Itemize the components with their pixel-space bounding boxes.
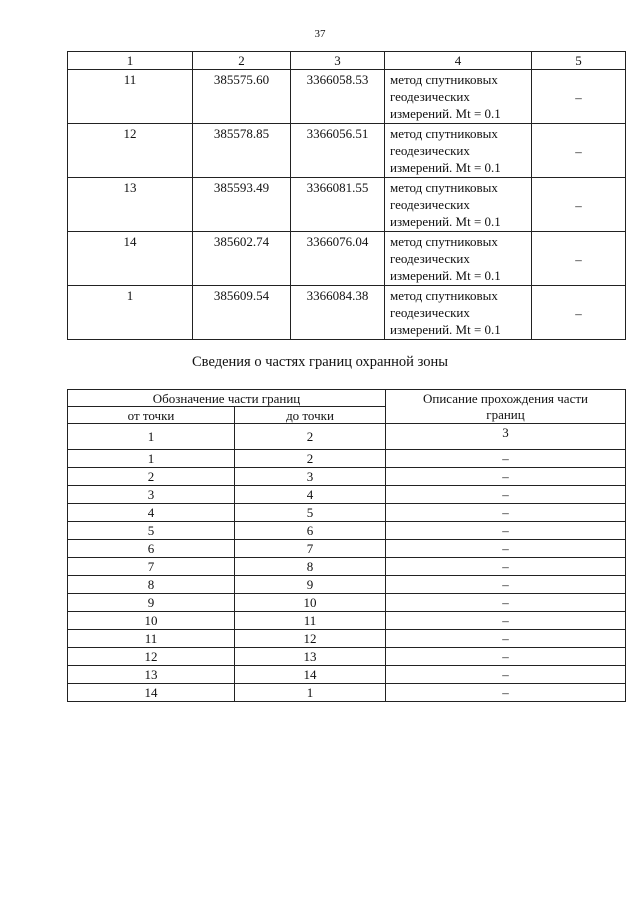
from-point-cell: 8 (68, 576, 235, 594)
from-point-cell: 1 (68, 450, 235, 468)
from-point-cell: 6 (68, 540, 235, 558)
point-number-cell: 13 (68, 178, 193, 232)
from-point-cell: 9 (68, 594, 235, 612)
description-cell: – (386, 504, 626, 522)
method-line: метод спутниковых (390, 180, 498, 195)
table-row (68, 558, 626, 576)
table-row (68, 450, 626, 468)
y-coordinate-cell: 3366056.51 (291, 124, 385, 178)
method-line: измерений. Mt = 0.1 (390, 214, 501, 229)
to-point-cell: 4 (235, 486, 386, 504)
method-line: измерений. Mt = 0.1 (390, 268, 501, 283)
note-cell: – (532, 124, 626, 178)
table-row (68, 124, 626, 178)
from-point-cell: 11 (68, 630, 235, 648)
point-number-cell: 11 (68, 70, 193, 124)
description-cell: – (386, 450, 626, 468)
from-point-cell: 4 (68, 504, 235, 522)
to-point-cell: 10 (235, 594, 386, 612)
method-line: метод спутниковых (390, 234, 498, 249)
table-row (68, 576, 626, 594)
description-cell: – (386, 612, 626, 630)
from-point-cell: 5 (68, 522, 235, 540)
description-cell: – (386, 540, 626, 558)
column-header-5: 5 (532, 52, 626, 70)
method-line: метод спутниковых (390, 288, 498, 303)
point-number-cell: 12 (68, 124, 193, 178)
description-cell: – (386, 648, 626, 666)
x-coordinate-cell: 385609.54 (193, 286, 291, 340)
table-row (68, 178, 626, 232)
to-point-cell: 13 (235, 648, 386, 666)
to-point-cell: 14 (235, 666, 386, 684)
table-row (68, 666, 626, 684)
method-line: метод спутниковых (390, 72, 498, 87)
to-point-cell: 8 (235, 558, 386, 576)
point-number-cell: 1 (68, 286, 193, 340)
table-row (68, 612, 626, 630)
y-coordinate-cell: 3366058.53 (291, 70, 385, 124)
table-row (68, 486, 626, 504)
description-cell: – (386, 486, 626, 504)
to-point-cell: 6 (235, 522, 386, 540)
column-number-3: 3 (386, 424, 626, 450)
table-row (68, 286, 626, 340)
table-row (68, 468, 626, 486)
column-number-2: 2 (235, 424, 386, 450)
method-cell (385, 124, 532, 178)
x-coordinate-cell: 385575.60 (193, 70, 291, 124)
description-cell: – (386, 684, 626, 702)
x-coordinate-cell: 385602.74 (193, 232, 291, 286)
y-coordinate-cell: 3366076.04 (291, 232, 385, 286)
from-point-cell: 3 (68, 486, 235, 504)
description-cell: – (386, 666, 626, 684)
from-point-cell: 2 (68, 468, 235, 486)
table-row (68, 522, 626, 540)
table-row (68, 648, 626, 666)
point-number-cell: 14 (68, 232, 193, 286)
method-line: геодезических (390, 143, 470, 158)
boundary-part-designation-header: Обозначение части границ (68, 390, 386, 407)
boundary-description-header (386, 390, 626, 424)
from-point-cell: 14 (68, 684, 235, 702)
table-row (68, 232, 626, 286)
table-row (68, 70, 626, 124)
method-line: измерений. Mt = 0.1 (390, 160, 501, 175)
method-cell (385, 232, 532, 286)
method-line: геодезических (390, 89, 470, 104)
method-line: измерений. Mt = 0.1 (390, 106, 501, 121)
to-point-cell: 5 (235, 504, 386, 522)
section-title: Сведения о частях границ охранной зоны (192, 354, 448, 370)
note-cell: – (532, 232, 626, 286)
column-number-1: 1 (68, 424, 235, 450)
method-cell (385, 286, 532, 340)
to-point-cell: 7 (235, 540, 386, 558)
to-point-cell: 1 (235, 684, 386, 702)
page-number: 37 (314, 28, 326, 40)
from-point-cell: 7 (68, 558, 235, 576)
table-row (68, 630, 626, 648)
description-cell: – (386, 576, 626, 594)
method-cell (385, 70, 532, 124)
method-line: геодезических (390, 251, 470, 266)
to-point-cell: 12 (235, 630, 386, 648)
note-cell: – (532, 178, 626, 232)
table-row (68, 684, 626, 702)
x-coordinate-cell: 385593.49 (193, 178, 291, 232)
to-point-cell: 2 (235, 450, 386, 468)
description-cell: – (386, 522, 626, 540)
to-point-cell: 9 (235, 576, 386, 594)
description-cell: – (386, 594, 626, 612)
coordinates-table-header-row (68, 52, 626, 70)
table-row (68, 540, 626, 558)
boundary-parts-table (67, 389, 626, 702)
note-cell: – (532, 70, 626, 124)
coordinates-table (67, 51, 626, 340)
note-cell: – (532, 286, 626, 340)
column-header-4: 4 (385, 52, 532, 70)
column-number-row (68, 424, 626, 450)
description-cell: – (386, 468, 626, 486)
from-point-cell: 12 (68, 648, 235, 666)
to-point-cell: 3 (235, 468, 386, 486)
to-point-cell: 11 (235, 612, 386, 630)
table-row (68, 594, 626, 612)
method-cell (385, 178, 532, 232)
from-point-header: от точки (68, 407, 235, 424)
method-line: метод спутниковых (390, 126, 498, 141)
y-coordinate-cell: 3366081.55 (291, 178, 385, 232)
table-row (68, 504, 626, 522)
column-header-2: 2 (193, 52, 291, 70)
method-line: геодезических (390, 197, 470, 212)
column-header-3: 3 (291, 52, 385, 70)
from-point-cell: 10 (68, 612, 235, 630)
y-coordinate-cell: 3366084.38 (291, 286, 385, 340)
to-point-header: до точки (235, 407, 386, 424)
from-point-cell: 13 (68, 666, 235, 684)
x-coordinate-cell: 385578.85 (193, 124, 291, 178)
description-cell: – (386, 630, 626, 648)
method-line: измерений. Mt = 0.1 (390, 322, 501, 337)
description-cell: – (386, 558, 626, 576)
description-header-line: Описание прохождения части (423, 391, 588, 406)
column-header-1: 1 (68, 52, 193, 70)
method-line: геодезических (390, 305, 470, 320)
parts-table-header-row (68, 390, 626, 407)
description-header-line: границ (486, 407, 525, 422)
